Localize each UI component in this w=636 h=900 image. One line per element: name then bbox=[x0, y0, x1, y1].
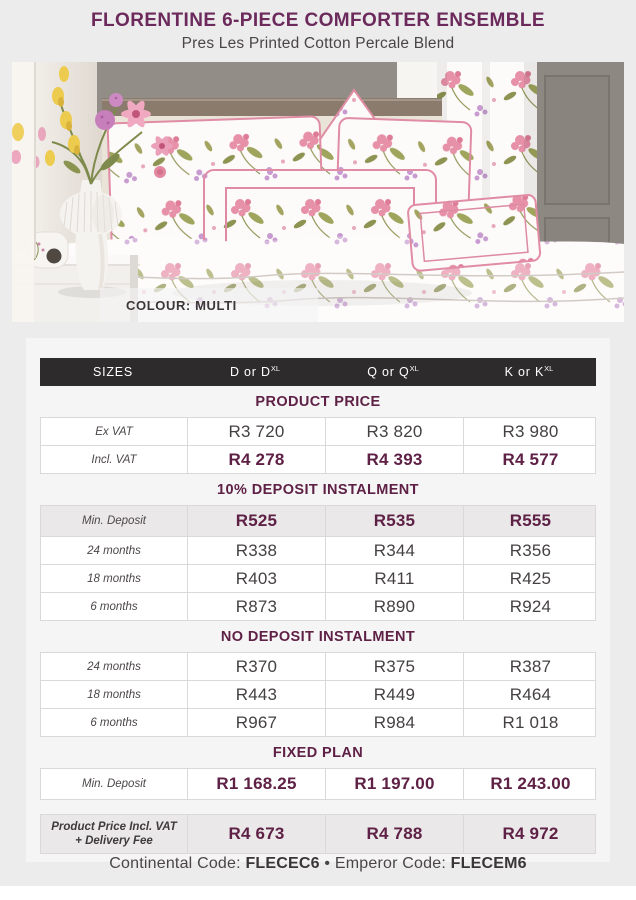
table-row: 24 months R370 R375 R387 bbox=[40, 652, 596, 681]
product-subtitle: Pres Les Printed Cotton Percale Blend bbox=[181, 35, 455, 52]
table-row: 24 months R338 R344 R356 bbox=[40, 536, 596, 565]
code-separator: • bbox=[324, 855, 331, 872]
section-title-no-deposit: NO DEPOSIT INSTALMENT bbox=[220, 629, 416, 645]
table-row: 18 months R443 R449 R464 bbox=[40, 680, 596, 709]
table-row: 6 months R873 R890 R924 bbox=[40, 592, 596, 621]
pricing-table bbox=[26, 338, 610, 862]
colour-label-band bbox=[100, 288, 318, 322]
table-header-row bbox=[40, 358, 596, 386]
column-header-queen: Q or $Q^{XL}$ bbox=[367, 364, 419, 380]
table-row: Min. Deposit R525 R535 R555 bbox=[40, 505, 596, 537]
continental-code-value: FLECEC6 bbox=[245, 855, 320, 872]
product-title: FLORENTINE 6-PIECE COMFORTER ENSEMBLE bbox=[91, 10, 545, 31]
section-title-10pct-deposit: 10% DEPOSIT INSTALMENT bbox=[217, 482, 419, 498]
column-header-double: D or $D^{XL}$ bbox=[229, 364, 281, 380]
section-title-product-price: PRODUCT PRICE bbox=[255, 394, 381, 410]
total-price-row: Product Price Incl. VAT + Delivery Fee R4 673 R4 788 R4 972 bbox=[40, 814, 596, 854]
section-title-fixed-plan: FIXED PLAN bbox=[272, 745, 364, 761]
emperor-code-value: FLECEM6 bbox=[450, 855, 527, 872]
table-row: 6 months R967 R984 R1 018 bbox=[40, 708, 596, 737]
continental-code-label: Continental Code: bbox=[109, 855, 241, 872]
sizes-header: SIZES bbox=[92, 365, 134, 379]
product-codes bbox=[0, 855, 636, 873]
bottom-margin bbox=[0, 886, 636, 900]
emperor-code-label: Emperor Code: bbox=[334, 855, 446, 872]
table-row: Min. Deposit R1 168.25 R1 197.00 R1 243.00 bbox=[40, 768, 596, 800]
table-row: Incl. VAT R4 278 R4 393 R4 577 bbox=[40, 445, 596, 474]
table-row: Ex VAT R3 720 R3 820 R3 980 bbox=[40, 417, 596, 446]
flyer-header bbox=[0, 10, 636, 53]
bedroom-scene-illustration bbox=[12, 62, 624, 322]
colour-label: COLOUR: MULTI bbox=[126, 297, 237, 313]
column-header-king: K or $K^{XL}$ bbox=[504, 364, 554, 380]
table-row: 18 months R403 R411 R425 bbox=[40, 564, 596, 593]
product-photo bbox=[12, 62, 624, 322]
